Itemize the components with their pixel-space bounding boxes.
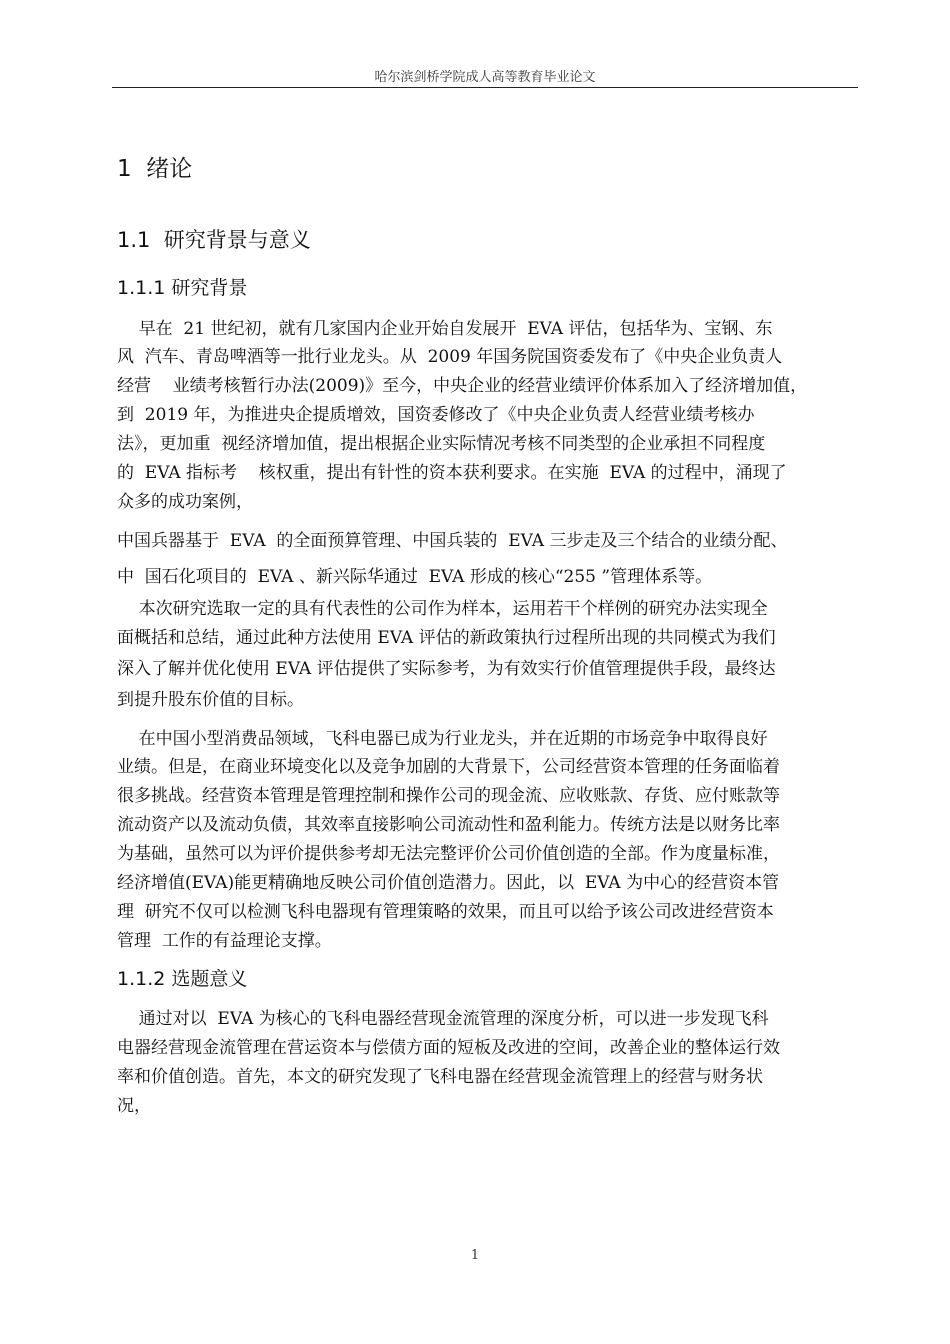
text-line: 流动资产以及流动负债，其效率直接影响公司流动性和盈利能力。传统方法是以财务比率 — [117, 815, 780, 835]
text-line: 中 国石化项目的 EVA 、新兴际华通过 EVA 形成的核心“255 ”管理体系等。 — [117, 567, 713, 587]
text-line: 通过对以 EVA 为核心的飞科电器经营现金流管理的深度分析，可以进一步发现飞科 — [117, 1009, 769, 1029]
subsection-title-significance: 1.1.2 选题意义 — [117, 968, 248, 990]
text-line: 到 2019 年，为推进央企提质增效，国资委修改了《中央企业负责人经营业绩考核办 — [117, 405, 755, 425]
chapter-title: 1 绪论 — [117, 156, 193, 182]
text-line: 电器经营现金流管理在营运资本与偿债方面的短板及改进的空间，改善企业的整体运行效 — [117, 1038, 780, 1058]
text-line: 在中国小型消费品领域，飞科电器已成为行业龙头，并在近期的市场竞争中取得良好 — [117, 729, 768, 749]
header-rule — [112, 87, 858, 88]
text-line: 众多的成功案例， — [117, 492, 253, 512]
text-line: 面概括和总结，通过此种方法使用 EVA 评估的新政策执行过程所出现的共同模式为我们 — [117, 628, 776, 648]
text-line: 率和价值创造。首先，本文的研究发现了飞科电器在经营现金流管理上的经营与财务状 — [117, 1067, 763, 1087]
text-line: 很多挑战。经营资本管理是管理控制和操作公司的现金流、应收账款、存货、应付账款等 — [117, 786, 780, 806]
subsection-title-background: 1.1.1 研究背景 — [117, 277, 248, 299]
text-line: 到提升股东价值的目标。 — [117, 690, 304, 710]
text-line: 管理 工作的有益理论支撑。 — [117, 931, 332, 951]
text-line: 理 研究不仅可以检测飞科电器现有管理策略的效果，而且可以给予该公司改进经营资本 — [117, 902, 774, 922]
page-number: 1 — [470, 1248, 480, 1263]
text-line: 经济增值(EVA)能更精确地反映公司价值创造潜力。因此，以 EVA 为中心的经营资本管 — [117, 873, 780, 893]
text-line: 况， — [117, 1096, 151, 1116]
section-title: 1.1 研究背景与意义 — [117, 228, 311, 252]
text-line: 为基础，虽然可以为评价提供参考却无法完整评价公司价值创造的全部。作为度量标准， — [117, 844, 780, 864]
text-line: 风 汽车、青岛啤酒等一批行业龙头。从 2009 年国务院国资委发布了《中央企业负责人 — [117, 347, 783, 367]
text-line: 深入了解并优化使用 EVA 评估提供了实际参考，为有效实行价值管理提供手段，最终达 — [117, 659, 776, 679]
text-line: 本次研究选取一定的具有代表性的公司作为样本，运用若干个样例的研究办法实现全 — [117, 599, 768, 619]
text-line: 中国兵器基于 EVA 的全面预算管理、中国兵装的 EVA 三步走及三个结合的业绩分配、 — [117, 531, 788, 551]
text-line: 早在 21 世纪初，就有几家国内企业开始自发展开 EVA 评估，包括华为、宝钢、东 — [117, 319, 773, 339]
text-line: 经营 业绩考核暂行办法(2009)》至今，中央企业的经营业绩评价体系加入了经济增加值， — [117, 376, 808, 396]
text-line: 业绩。但是，在商业环境变化以及竞争加剧的大背景下，公司经营资本管理的任务面临着 — [117, 757, 780, 777]
page-header: 哈尔滨剑桥学院成人高等教育毕业论文 — [374, 70, 596, 85]
text-line: 的 EVA 指标考 核权重，提出有针性的资本获利要求。在实施 EVA 的过程中，涌现了 — [117, 463, 787, 483]
text-line: 法》，更加重 视经济增加值，提出根据企业实际情况考核不同类型的企业承担不同程度 — [117, 434, 766, 454]
